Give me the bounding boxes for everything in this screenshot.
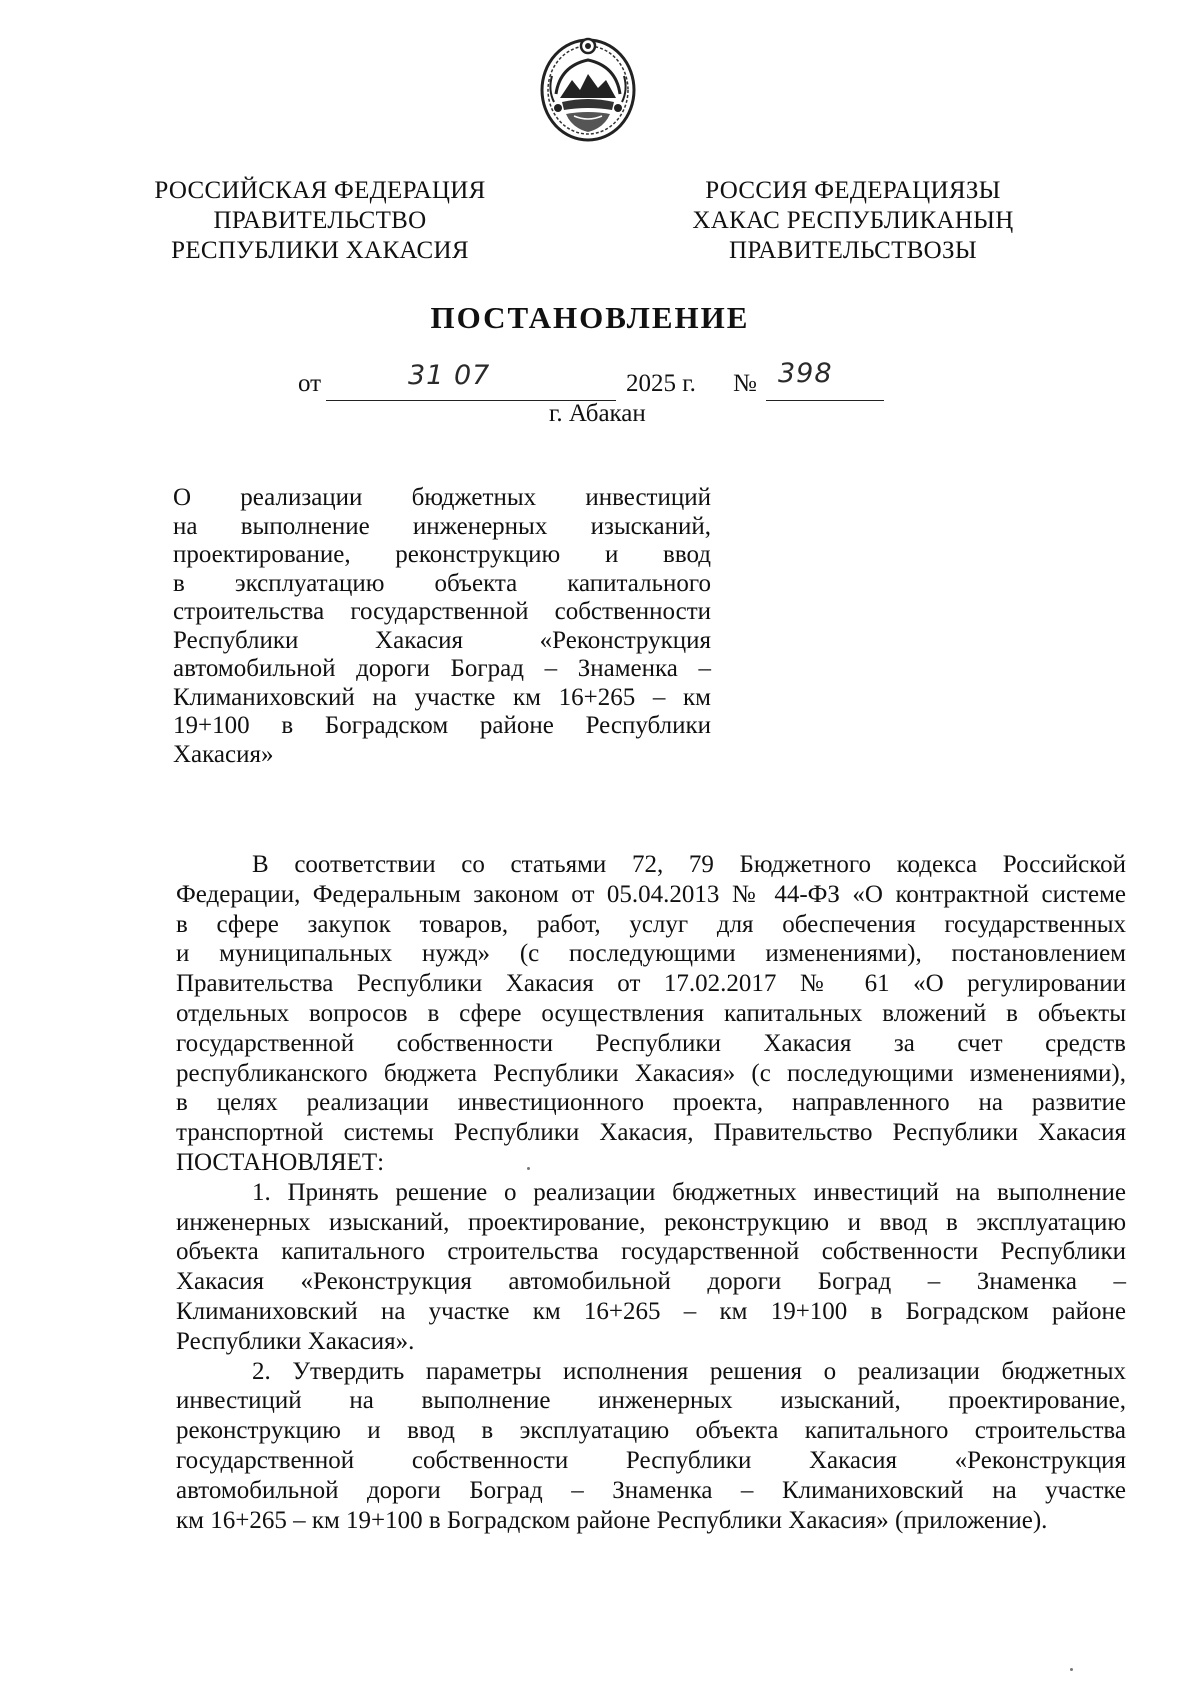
- subject-block: [173, 484, 711, 769]
- header-left-line-3: РЕСПУБЛИКИ ХАКАСИЯ: [171, 237, 469, 264]
- subject-line: Республики Хакасия «Реконструкция: [173, 626, 711, 654]
- body-line: и муниципальных нужд» (с последующими изменениями), постановлением: [176, 940, 1126, 968]
- subject-line: автомобильной дороги Боград – Знаменка –: [173, 655, 711, 682]
- subject-line: строительства государственной собственности: [173, 598, 711, 625]
- body-line: транспортной системы Республики Хакасия, Правительство Республики Хакасия: [176, 1119, 1126, 1147]
- subject-line: 19+100 в Боградском районе Республики: [173, 712, 711, 739]
- number-label: №: [733, 370, 757, 397]
- handwritten-date: 31 07: [408, 360, 491, 391]
- body-line: 2. Утвердить параметры исполнения решения о реализации бюджетных: [252, 1357, 1126, 1385]
- body-line: государственной собственности Республики Хакасия «Реконструкция: [176, 1446, 1126, 1474]
- subject-line: Хакасия»: [173, 740, 274, 768]
- header-left-line-2: ПРАВИТЕЛЬСТВО: [213, 207, 427, 234]
- body-line: Правительства Республики Хакасия от 17.02.2017 № 61 «О регулировании: [176, 970, 1126, 998]
- subject-line: на выполнение инженерных изысканий,: [173, 512, 711, 540]
- document-title: ПОСТАНОВЛЕНИЕ: [430, 300, 750, 335]
- header-right-line-2: ХАКАС РЕСПУБЛИКАНЫҢ: [692, 207, 1014, 234]
- header-right-line-3: ПРАВИТЕЛЬСТВОЗЫ: [729, 237, 977, 264]
- subject-line: О реализации бюджетных инвестиций: [173, 484, 711, 511]
- body-line: в целях реализации инвестиционного проекта, направленного на развитие: [176, 1089, 1126, 1117]
- body-line: отдельных вопросов в сфере осуществления капитальных вложений в объекты: [176, 999, 1126, 1027]
- number-underline: [766, 400, 884, 401]
- body-line: инженерных изысканий, проектирование, реконструкцию и ввод в эксплуатацию: [176, 1208, 1126, 1236]
- header-khakas: [678, 176, 1028, 266]
- body-line: ПОСТАНОВЛЯЕТ:: [176, 1148, 385, 1176]
- body-line: 1. Принять решение о реализации бюджетных инвестиций на выполнение: [252, 1178, 1126, 1206]
- header-russian: [150, 176, 490, 266]
- body-line: реконструкцию и ввод в эксплуатацию объекта капитального строительства: [176, 1417, 1126, 1445]
- scan-speck: [527, 1167, 530, 1170]
- body-line: автомобильной дороги Боград – Знаменка – Климаниховский на участке: [176, 1476, 1126, 1504]
- header-right-line-1: РОССИЯ ФЕДЕРАЦИЯЗЫ: [705, 177, 1001, 204]
- body-line: Хакасия «Реконструкция автомобильной дороги Боград – Знаменка –: [176, 1268, 1126, 1296]
- body-line: государственной собственности Республики Хакасия за счет средств: [176, 1029, 1126, 1057]
- handwritten-number: 398: [778, 358, 833, 389]
- subject-line: Климаниховский на участке км 16+265 – км: [173, 683, 711, 711]
- subject-line: проектирование, реконструкцию и ввод: [173, 541, 711, 568]
- coat-of-arms-emblem: [538, 36, 638, 142]
- body-line: Республики Хакасия».: [176, 1327, 415, 1355]
- body-line: объекта капитального строительства государственной собственности Республики: [176, 1238, 1126, 1266]
- subject-line: в эксплуатацию объекта капитального: [173, 569, 711, 597]
- header-left-line-1: РОССИЙСКАЯ ФЕДЕРАЦИЯ: [154, 177, 486, 204]
- body-line: Федерации, Федеральным законом от 05.04.2013 № 44-ФЗ «О контрактной системе: [176, 880, 1126, 908]
- body-line: В соответствии со статьями 72, 79 Бюджетного кодекса Российской: [252, 851, 1126, 878]
- body-line: республиканского бюджета Республики Хакасия» (с последующими изменениями),: [176, 1059, 1126, 1087]
- body-line: в сфере закупок товаров, работ, услуг для обеспечения государственных: [176, 910, 1126, 938]
- body-line: км 16+265 – км 19+100 в Боградском районе Республики Хакасия» (приложение).: [176, 1506, 1048, 1534]
- date-year: 2025 г.: [626, 370, 696, 397]
- city-name: г. Абакан: [549, 400, 646, 427]
- body-text: [176, 850, 1126, 1535]
- scan-speck: [1070, 1668, 1073, 1671]
- body-line: Климаниховский на участке км 16+265 – км 19+100 в Боградском районе: [176, 1297, 1126, 1325]
- body-line: инвестиций на выполнение инженерных изысканий, проектирование,: [176, 1387, 1126, 1415]
- date-prefix: от: [298, 370, 322, 397]
